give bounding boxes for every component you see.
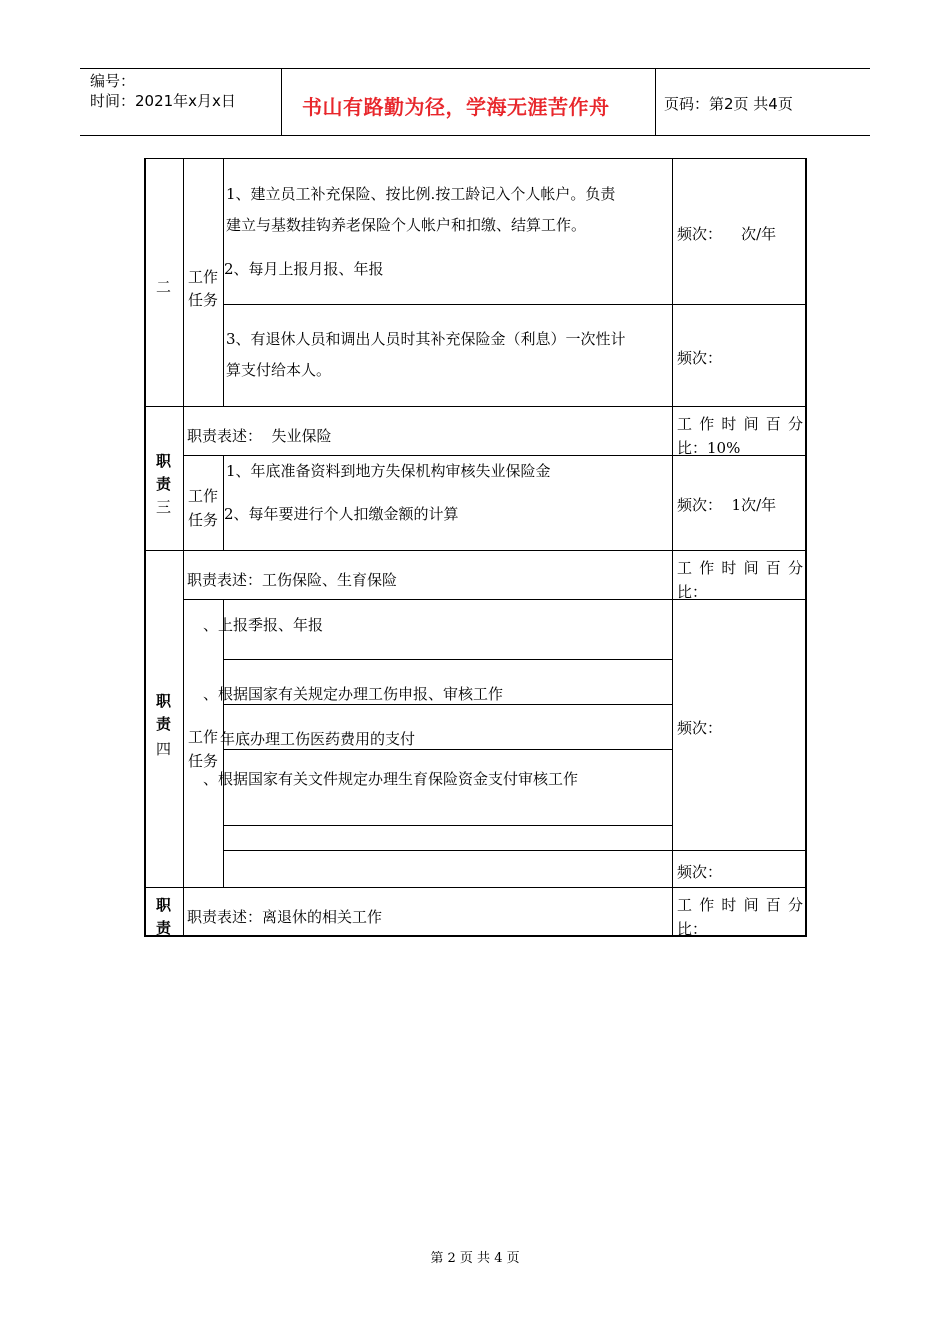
table-row-line: [144, 550, 807, 551]
time-percent-label: 工 作 时 间 百 分: [677, 415, 803, 433]
section-number: 二: [156, 278, 172, 296]
table-row-line: [223, 825, 672, 826]
task-text: 2、每年要进行个人扣缴金额的计算: [224, 505, 459, 523]
task-label: 任务: [188, 511, 219, 529]
task-text: 1、建立员工补充保险、按比例.按工龄记入个人帐户。负责: [226, 185, 616, 203]
task-text: 、根据国家有关规定办理工伤申报、审核工作: [203, 685, 504, 703]
table-border: [144, 158, 807, 159]
task-text: 年底办理工伤医药费用的支付: [220, 730, 416, 748]
task-text: 、根据国家有关文件规定办理生育保险资金支付审核工作: [203, 770, 579, 788]
header-divider: [281, 68, 282, 136]
task-label: 任务: [188, 291, 219, 309]
table-row-line: [223, 850, 807, 851]
table-column-line: [672, 158, 673, 936]
task-text: 、上报季报、年报: [203, 616, 324, 634]
table-column-line: [183, 158, 184, 936]
section-label-char: 责: [156, 715, 172, 733]
time-percent-value: 比：10%: [677, 439, 741, 457]
duty-description: 职责表述：工伤保险、生育保险: [187, 571, 398, 589]
time-percent-label: 工 作 时 间 百 分: [677, 559, 803, 577]
task-text: 2、每月上报月报、年报: [224, 260, 384, 278]
time-percent-value: 比：: [677, 583, 708, 601]
duty-description: 职责表述： 失业保险: [187, 427, 332, 445]
table-row-line: [223, 704, 672, 705]
task-text: 算支付给本人。: [226, 361, 332, 379]
table-border: [145, 158, 146, 936]
duty-description: 职责表述：离退休的相关工作: [187, 908, 383, 926]
table-row-line: [144, 406, 807, 407]
task-label: 工作: [188, 268, 219, 286]
frequency-text: 频次：: [677, 719, 723, 737]
page-info: 页码：第2页 共4页: [664, 95, 793, 113]
task-label: 任务: [188, 752, 219, 770]
header-top-rule: [80, 68, 870, 69]
frequency-text: 频次： 1次/年: [677, 496, 777, 514]
frequency-text: 频次：: [677, 863, 723, 881]
section-label-char: 职: [156, 452, 172, 470]
section-label-char: 职: [156, 896, 172, 914]
table-row-line: [223, 659, 672, 660]
task-text: 3、有退休人员和调出人员时其补充保险金（利息）一次性计: [226, 330, 626, 348]
section-label-char: 三: [156, 498, 172, 516]
header-divider: [655, 68, 656, 136]
table-border: [806, 158, 807, 936]
page-footer: 第 2 页 共 4 页: [430, 1251, 520, 1266]
section-label-char: 职: [156, 692, 172, 710]
task-text: 1、年底准备资料到地方失保机构审核失业保险金: [226, 462, 551, 480]
frequency-text: 频次： 次/年: [677, 225, 777, 243]
time-percent-label: 工 作 时 间 百 分: [677, 896, 803, 914]
header-slogan: 书山有路勤为径，学海无涯苦作舟: [302, 95, 610, 119]
table-column-line: [223, 158, 224, 406]
table-row-line: [144, 887, 807, 888]
table-row-line: [223, 749, 672, 750]
time-label: 时间：2021年x月x日: [90, 92, 236, 110]
section-label-char: 责: [156, 919, 172, 937]
table-row-line: [183, 599, 807, 600]
time-percent-value: 比：: [677, 920, 708, 938]
frequency-text: 频次：: [677, 349, 723, 367]
task-label: 工作: [188, 487, 219, 505]
table-row-line: [223, 304, 807, 305]
serial-label: 编号：: [90, 72, 136, 90]
section-label-char: 四: [156, 740, 172, 758]
header-bottom-rule: [80, 135, 870, 136]
task-label: 工作: [188, 728, 219, 746]
task-text: 建立与基数挂钩养老保险个人帐户和扣缴、结算工作。: [226, 216, 587, 234]
table-border: [144, 936, 807, 937]
section-label-char: 责: [156, 475, 172, 493]
